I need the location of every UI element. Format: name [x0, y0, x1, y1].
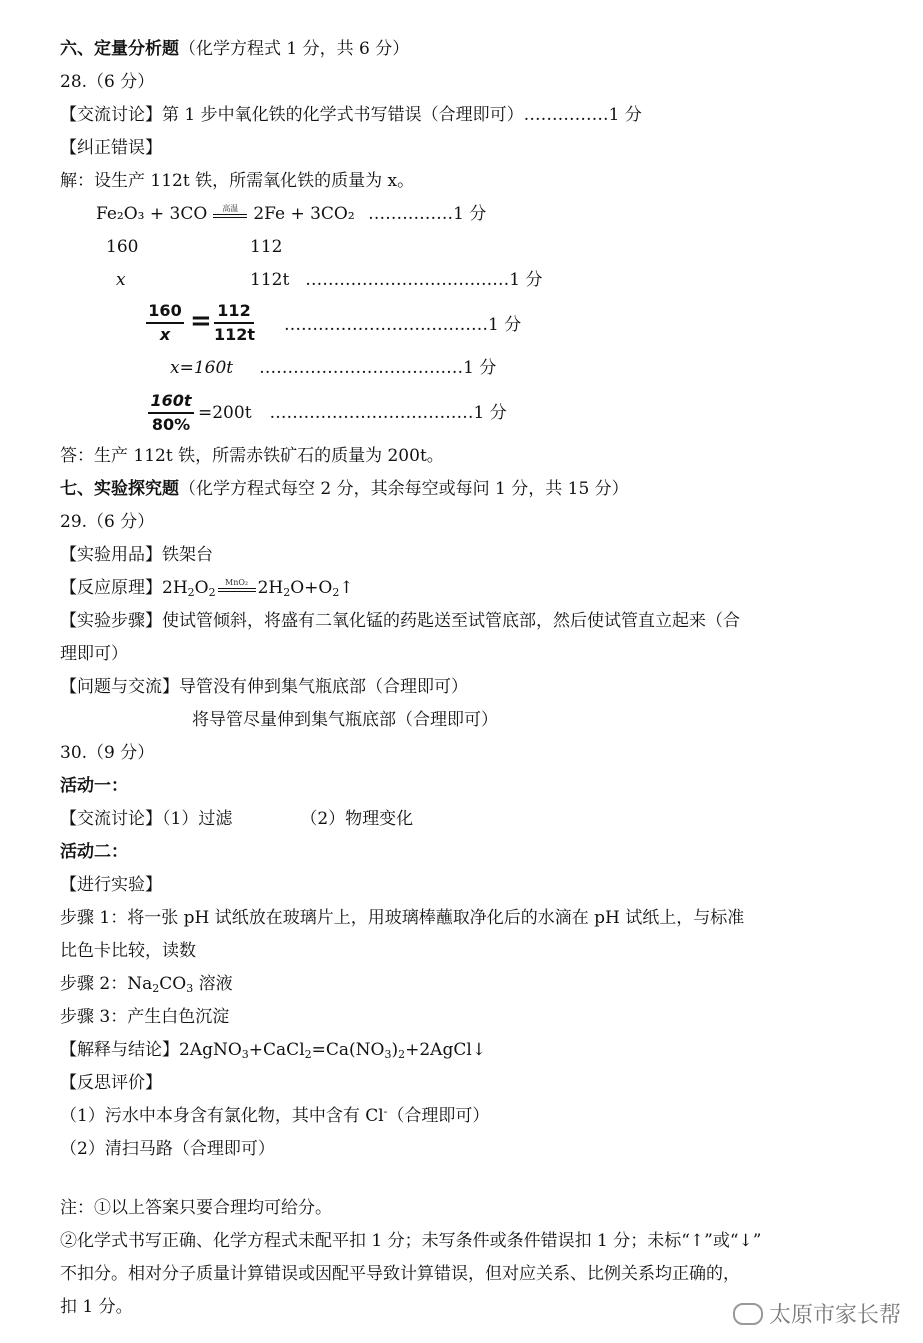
q30-step1: 步骤 1：将一张 pH 试纸放在玻璃片上，用玻璃棒蘸取净化后的水滴在 pH 试纸上，与标准	[60, 908, 745, 928]
r1: （1）污水中本身含有氯化物，其中含有 Cl	[60, 1106, 384, 1126]
tool: 铁架台	[162, 545, 213, 565]
q30-conclusion: 【解释与结论】$2AgNO_3+CaCl_2=Ca(NO_3)_2+2AgCl↓$	[60, 1040, 487, 1061]
eq-right: 2Fe + 3CO₂	[253, 204, 355, 224]
q30-step3: 步骤 3：产生白色沉淀	[60, 1007, 230, 1027]
tag: 【反应原理】	[60, 578, 162, 598]
dots: ……………	[368, 204, 454, 224]
score: 1 分	[473, 403, 507, 423]
tag: 【实验用品】	[60, 545, 162, 565]
r1b: （合理即可）	[387, 1106, 490, 1126]
tag: 【实验步骤】	[60, 611, 162, 631]
q29-reaction: 【反应原理】$2H_2O_2$ MnO₂ $2H_2O+O_2↑$	[60, 577, 354, 599]
dots: ………………………………	[259, 358, 464, 378]
frac-num: 160t	[148, 390, 194, 414]
section6-heading	[60, 38, 409, 60]
section6-title: 六、定量分析题	[60, 39, 179, 59]
score: 1 分	[608, 105, 642, 125]
note-3: 不扣分。相对分子质量计算错误或因配平导致计算错误，但对应关系、比例关系均正确的，	[60, 1264, 740, 1284]
q30-exp-tag: 【进行实验】	[60, 875, 162, 895]
q30-step2: 步骤 2：$Na_2CO_3$ 溶液	[60, 974, 233, 995]
q28-discuss-text: 第 1 步中氧化铁的化学式书写错误（合理即可）	[162, 105, 524, 125]
dots: ………………………………	[269, 403, 474, 423]
var-x: x	[116, 270, 126, 290]
frac-den: 112t	[214, 325, 256, 344]
score: 1 分	[453, 204, 487, 224]
section7-title: 七、实验探究题	[60, 479, 179, 499]
note-1: 注：①以上答案只要合理均可给分。	[60, 1198, 332, 1218]
step-text: 使试管倾斜，将盛有二氧化锰的药匙送至试管底部，然后使试管直立起来（合	[162, 611, 740, 631]
q28-equation	[96, 203, 486, 225]
q30-r1: （1）污水中本身含有氯化物，其中含有 Cl-（合理即可）	[60, 1105, 490, 1126]
label: 步骤 2：	[60, 974, 128, 994]
d1: （1）过滤	[162, 809, 233, 829]
frac-den: x	[159, 325, 171, 344]
issue1: 导管没有伸到集气瓶底部（合理即可）	[179, 677, 468, 697]
frac-num: 112	[214, 300, 254, 324]
x-result	[170, 357, 496, 379]
t112-value: 112t	[250, 270, 290, 290]
res: =200t	[198, 403, 252, 423]
dots: ………………………………	[305, 270, 510, 290]
q28-answer: 答：生产 112t 铁，所需赤铁矿石的质量为 200t。	[60, 446, 444, 466]
q30-step1-cont: 比色卡比较，读数	[60, 941, 196, 961]
score: 1 分	[509, 270, 543, 290]
catalyst: MnO₂	[225, 577, 249, 587]
section7-heading	[60, 478, 629, 500]
tag: 【交流讨论】	[60, 809, 162, 829]
q29-issue	[60, 676, 468, 698]
mass-112: 112	[250, 237, 283, 257]
frac-160t-80	[148, 390, 194, 436]
q29-issue2: 将导管尽量伸到集气瓶底部（合理即可）	[192, 710, 498, 730]
frac-112-112t	[214, 300, 254, 346]
eq-left: Fe₂O₃ + 3CO	[96, 204, 208, 224]
q30-r2: （2）清扫马路（合理即可）	[60, 1139, 275, 1159]
tag: 【解释与结论】	[60, 1040, 179, 1060]
frac-160-x	[146, 300, 184, 346]
q29-number: 29.（6 分）	[60, 512, 155, 532]
score: 1 分	[463, 358, 497, 378]
tag: 【问题与交流】	[60, 677, 179, 697]
reaction-arrow	[218, 577, 256, 597]
watermark	[733, 1298, 901, 1329]
section7-note: （化学方程式每空 2 分，其余每空或每问 1 分，共 15 分）	[179, 479, 629, 499]
d2: （2）物理变化	[300, 809, 414, 829]
q29-steps	[60, 610, 740, 632]
q28-solve: 解：设生产 112t 铁，所需氧化铁的质量为 x。	[60, 171, 415, 191]
t112	[250, 269, 543, 291]
eq-condition: 高温	[222, 203, 239, 213]
section6-note: （化学方程式 1 分，共 6 分）	[179, 39, 410, 59]
q30-reflection-tag: 【反思评价】	[60, 1073, 162, 1093]
eq-arrow	[213, 203, 247, 223]
equals-sign: =	[190, 306, 212, 336]
note-4: 扣 1 分。	[60, 1297, 133, 1317]
activity-1: 活动一：	[60, 776, 128, 796]
q30-discuss	[60, 808, 413, 830]
frac-num: 160	[146, 300, 184, 324]
score: 1 分	[488, 315, 522, 335]
frac-line-score	[284, 314, 521, 336]
x-eq: x=160t	[170, 358, 234, 378]
activity-2: 活动二：	[60, 842, 128, 862]
q28-discuss-tag: 【交流讨论】	[60, 105, 162, 125]
frac-den: 80%	[151, 415, 191, 434]
dots: ……………	[523, 105, 609, 125]
q30-number: 30.（9 分）	[60, 743, 155, 763]
wechat-icon	[733, 1303, 763, 1325]
q29-steps-cont: 理即可）	[60, 644, 128, 664]
watermark-text: 太原市家长帮	[768, 1303, 901, 1328]
q28-discuss	[60, 104, 642, 126]
q28-correct-tag: 【纠正错误】	[60, 138, 162, 158]
q28-number: 28.（6 分）	[60, 72, 155, 92]
q29-tool	[60, 544, 213, 566]
mass-160: 160	[106, 237, 139, 257]
note-2: ②化学式书写正确、化学方程式未配平扣 1 分；未写条件或条件错误扣 1 分；未标“↑”或“↓”	[60, 1231, 762, 1251]
dots: ………………………………	[284, 315, 488, 335]
result-200t	[198, 402, 507, 424]
